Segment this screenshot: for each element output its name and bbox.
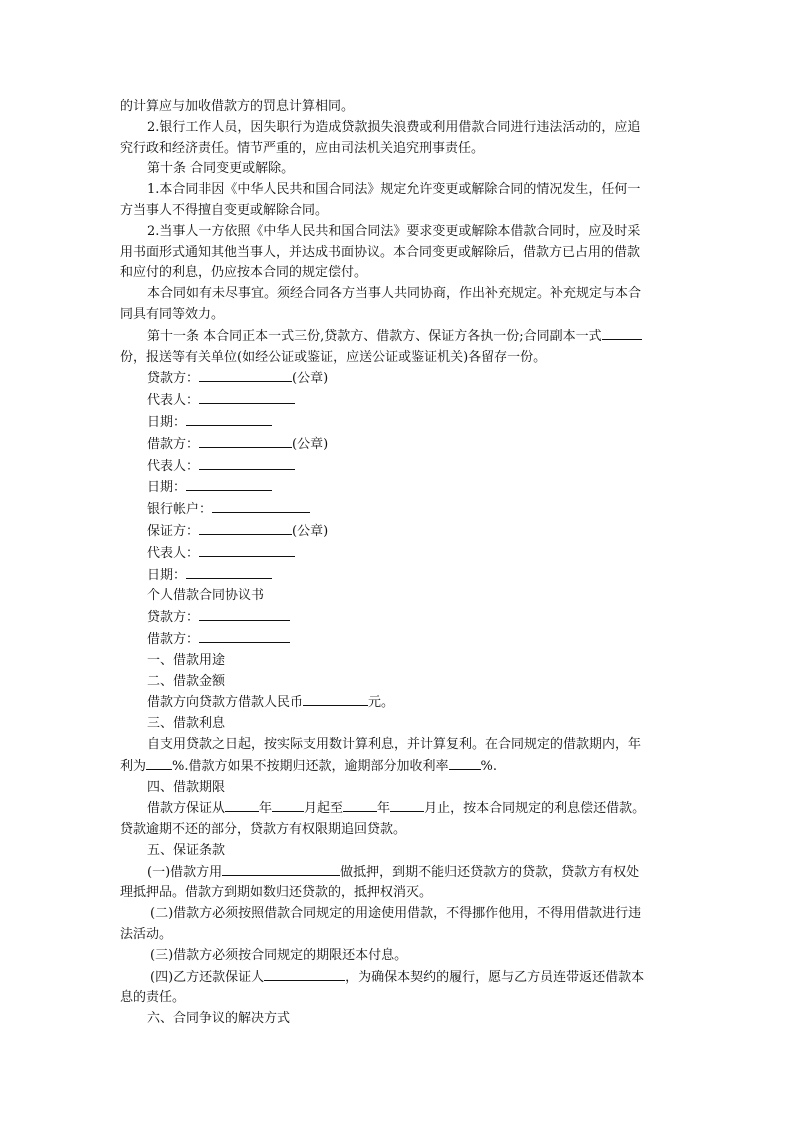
fill-in-blank[interactable] [199, 629, 290, 643]
text-line: (三)借款方必须按合同规定的期限还本付息。 [150, 947, 408, 963]
text-line: 息的责任。 [120, 990, 186, 1006]
signature-guarantor [120, 521, 680, 543]
text-segment: 第十一条 本合同正本一式三份,贷款方、借款方、保证方各执一份;合同副本一式 [147, 328, 602, 344]
text-segment: %. [480, 758, 498, 774]
section-heading: 六、合同争议的解决方式 [147, 1011, 291, 1027]
section-heading: 五、保证条款 [147, 842, 226, 858]
contract-body [120, 97, 680, 1030]
field-label: 保证方： [147, 523, 200, 539]
fill-in-blank[interactable] [390, 798, 424, 812]
field-label: 代表人： [147, 545, 200, 561]
signature-bank-account [120, 499, 680, 521]
signature-date [120, 565, 680, 587]
field-label: 代表人： [147, 458, 200, 474]
signature-date [120, 477, 680, 499]
fill-in-blank[interactable] [303, 692, 368, 706]
text-line: 法活动。 [120, 927, 173, 943]
seal-note: (公章) [292, 523, 329, 539]
agreement-title: 个人借款合同协议书 [147, 588, 265, 604]
field-label: 借款方： [147, 436, 200, 452]
text-line: 理抵押品。借款方到期如数归还贷款的，抵押权消灭。 [120, 885, 433, 901]
text-segment: 利为 [120, 758, 147, 774]
fill-in-blank[interactable] [199, 434, 292, 448]
text-segment: (一)借款方用 [147, 864, 223, 880]
fill-in-blank[interactable] [225, 798, 259, 812]
section-heading [120, 326, 680, 348]
fill-in-blank[interactable] [199, 543, 295, 557]
fill-in-blank[interactable] [199, 456, 295, 470]
text-line: 本合同如有未尽事宜。须经合同各方当事人共同协商，作出补充规定。补充规定与本合 [147, 286, 642, 302]
text-line: 份，报送等有关单位(如经公证或鉴证，应送公证或鉴证机关)各留存一份。 [120, 349, 547, 365]
text-segment: 做抵押，到期不能归还贷款方的贷款，贷款方有权处 [340, 864, 640, 880]
text-line: 贷款逾期不还的部分，贷款方有权限期追回贷款。 [120, 822, 407, 838]
fill-in-blank[interactable] [449, 756, 481, 770]
text-segment: 年 [259, 801, 273, 817]
text-line: 自支用贷款之日起，按实际支用数计算利息，并计算复利。在合同规定的借款期内，年 [147, 736, 642, 752]
fill-in-blank[interactable] [186, 412, 272, 426]
field-label: 贷款方： [147, 610, 200, 626]
text-segment: 借款方向贷款方借款人民币 [147, 695, 304, 711]
text-segment: 年 [377, 801, 391, 817]
collateral-line [120, 862, 680, 884]
text-line: 方当事人不得擅自变更或解除合同。 [120, 202, 329, 218]
fill-in-blank[interactable] [602, 326, 642, 340]
field-label: 银行帐户： [147, 502, 213, 518]
text-segment: 借款方保证从 [147, 801, 226, 817]
section-heading: 二、借款金额 [147, 673, 226, 689]
text-segment: %.借款方如果不按期归还款，逾期部分加收利率 [172, 758, 449, 774]
text-line: 2.当事人一方依照《中华人民共和国合同法》要求变更或解除本借款合同时，应及时采 [147, 223, 641, 239]
text-line: 用书面形式通知其他当事人，并达成书面协议。本合同变更或解除后，借款方已占用的借款 [120, 244, 641, 260]
field-label: 贷款方： [147, 371, 200, 387]
field-label: 借款方： [147, 631, 200, 647]
signature-lender [120, 368, 680, 390]
signature-representative [120, 390, 680, 412]
fill-in-blank[interactable] [264, 967, 345, 981]
text-line: 2.银行工作人员，因失职行为造成贷款损失浪费或利用借款合同进行违法活动的，应追 [147, 119, 641, 135]
section-heading: 一、借款用途 [147, 652, 226, 668]
fill-in-blank[interactable] [212, 499, 310, 513]
fill-in-blank[interactable] [146, 756, 172, 770]
fill-in-blank[interactable] [199, 368, 292, 382]
text-segment: 元。 [368, 695, 395, 711]
signature-date [120, 412, 680, 434]
fill-in-blank[interactable] [222, 862, 340, 876]
field-label: 日期： [147, 567, 187, 583]
guarantor-line [120, 967, 680, 989]
text-line: (二)借款方必须按照借款合同规定的用途使用借款，不得挪作他用，不得用借款进行违 [150, 906, 642, 922]
section-heading: 四、借款期限 [147, 779, 226, 795]
text-line: 究行政和经济责任。情节严重的，应由司法机关追究刑事责任。 [120, 140, 485, 156]
fill-in-blank[interactable] [199, 607, 290, 621]
loan-term-line [120, 798, 680, 820]
party-lender [120, 607, 680, 629]
text-segment: 月起至 [304, 801, 344, 817]
field-label: 日期： [147, 414, 187, 430]
text-line: 同具有同等效力。 [120, 306, 225, 322]
section-heading: 三、借款利息 [147, 716, 226, 732]
field-label: 日期： [147, 480, 187, 496]
fill-in-blank[interactable] [272, 798, 304, 812]
fill-in-blank[interactable] [186, 565, 272, 579]
seal-note: (公章) [292, 371, 329, 387]
section-heading: 第十条 合同变更或解除。 [147, 161, 295, 177]
text-line: 1.本合同非因《中华人民共和国合同法》规定允许变更或解除合同的情况发生，任何一 [147, 182, 641, 198]
text-segment: ，为确保本契约的履行，愿与乙方员连带返还借款本 [345, 969, 645, 985]
party-borrower [120, 629, 680, 651]
signature-representative [120, 543, 680, 565]
text-line: 的计算应与加收借款方的罚息计算相同。 [120, 99, 355, 114]
text-segment: 月止，按本合同规定的利息偿还借款。 [424, 801, 646, 817]
fill-in-blank[interactable] [199, 390, 295, 404]
loan-amount-line [120, 692, 680, 714]
fill-in-blank[interactable] [343, 798, 377, 812]
seal-note: (公章) [292, 436, 329, 452]
signature-borrower [120, 434, 680, 456]
fill-in-blank[interactable] [199, 521, 292, 535]
text-line: 和应付的利息，仍应按本合同的规定偿付。 [120, 265, 368, 281]
field-label: 代表人： [147, 393, 200, 409]
text-segment: (四)乙方还款保证人 [150, 969, 265, 985]
interest-rate-line [120, 756, 680, 778]
fill-in-blank[interactable] [186, 477, 272, 491]
signature-representative [120, 456, 680, 478]
